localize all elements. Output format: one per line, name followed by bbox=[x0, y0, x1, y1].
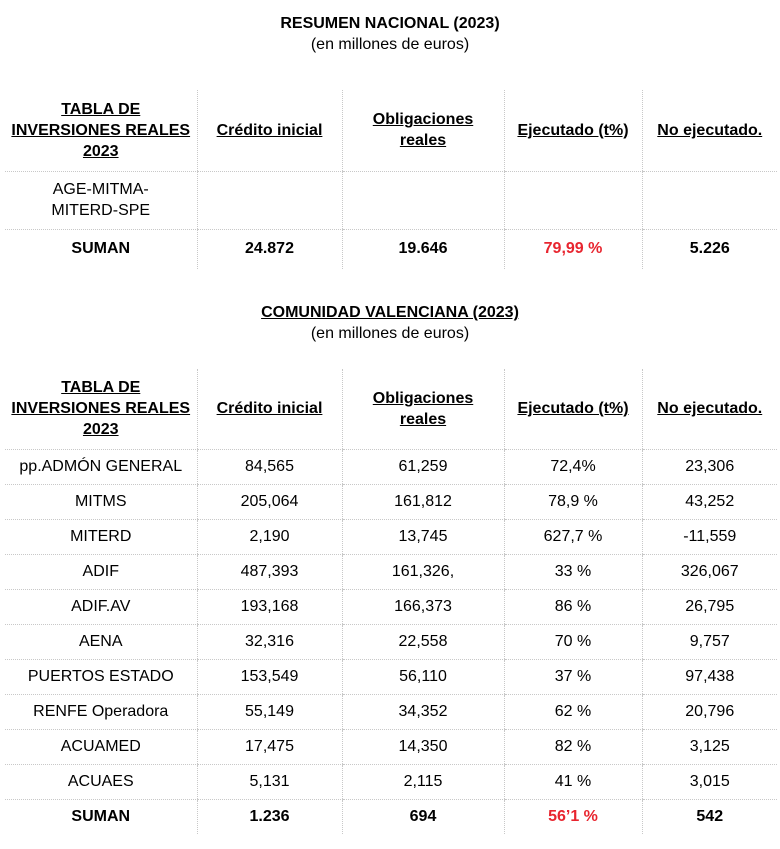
total-row bbox=[5, 229, 777, 269]
header-credito-inicial: Crédito inicial bbox=[197, 90, 342, 171]
table-row bbox=[5, 624, 777, 659]
row-label: MITERD bbox=[5, 519, 197, 554]
table-row bbox=[5, 589, 777, 624]
row-label: PUERTOS ESTADO bbox=[5, 659, 197, 694]
cell-credito: 5,131 bbox=[197, 764, 342, 799]
cell-credito: 193,168 bbox=[197, 589, 342, 624]
cell-credito: 17,475 bbox=[197, 729, 342, 764]
cell-no-ejecutado: 43,252 bbox=[642, 484, 777, 519]
cell-credito: 487,393 bbox=[197, 554, 342, 589]
cell-ejecutado: 41 % bbox=[504, 764, 642, 799]
cell-no-ejecutado: 3,125 bbox=[642, 729, 777, 764]
nacional-title: RESUMEN NACIONAL (2023) bbox=[280, 15, 500, 32]
total-obligaciones: 19.646 bbox=[342, 229, 504, 269]
cell-credito: 32,316 bbox=[197, 624, 342, 659]
cell-no-ejecutado: 9,757 bbox=[642, 624, 777, 659]
cell-obligaciones: 56,110 bbox=[342, 659, 504, 694]
table-row bbox=[5, 171, 777, 229]
cell-obligaciones: 34,352 bbox=[342, 694, 504, 729]
total-no-ejecutado: 5.226 bbox=[642, 229, 777, 269]
table-row bbox=[5, 764, 777, 799]
cell-ejecutado: 62 % bbox=[504, 694, 642, 729]
header-credito-inicial: Crédito inicial bbox=[197, 369, 342, 449]
header-obligaciones-reales: Obligaciones reales bbox=[342, 369, 504, 449]
cell-obligaciones: 161,812 bbox=[342, 484, 504, 519]
cell-no-ejecutado: 97,438 bbox=[642, 659, 777, 694]
cell-credito: 84,565 bbox=[197, 449, 342, 484]
cell-no-ejecutado: 23,306 bbox=[642, 449, 777, 484]
cell-no-ejecutado bbox=[642, 171, 777, 229]
cell-no-ejecutado: 20,796 bbox=[642, 694, 777, 729]
total-no-ejecutado: 542 bbox=[642, 799, 777, 834]
cell-no-ejecutado: 26,795 bbox=[642, 589, 777, 624]
cell-no-ejecutado: -11,559 bbox=[642, 519, 777, 554]
cell-obligaciones: 61,259 bbox=[342, 449, 504, 484]
cell-ejecutado: 86 % bbox=[504, 589, 642, 624]
valenciana-subtitle: (en millones de euros) bbox=[310, 325, 470, 342]
cell-ejecutado: 72,4% bbox=[504, 449, 642, 484]
total-credito: 24.872 bbox=[197, 229, 342, 269]
total-ejecutado: 79,99 % bbox=[504, 229, 642, 269]
cell-obligaciones bbox=[342, 171, 504, 229]
cell-no-ejecutado: 326,067 bbox=[642, 554, 777, 589]
row-label: AENA bbox=[5, 624, 197, 659]
header-ejecutado: Ejecutado (t%) bbox=[504, 90, 642, 171]
cell-obligaciones: 2,115 bbox=[342, 764, 504, 799]
cell-no-ejecutado: 3,015 bbox=[642, 764, 777, 799]
cell-obligaciones: 22,558 bbox=[342, 624, 504, 659]
row-label: ADIF bbox=[5, 554, 197, 589]
header-no-ejecutado: No ejecutado. bbox=[642, 90, 777, 171]
cell-credito: 205,064 bbox=[197, 484, 342, 519]
cell-ejecutado: 37 % bbox=[504, 659, 642, 694]
header-no-ejecutado: No ejecutado. bbox=[642, 369, 777, 449]
row-label: ADIF.AV bbox=[5, 589, 197, 624]
valenciana-table bbox=[5, 369, 777, 834]
cell-credito bbox=[197, 171, 342, 229]
header-obligaciones-reales: Obligaciones reales bbox=[342, 90, 504, 171]
cell-obligaciones: 166,373 bbox=[342, 589, 504, 624]
total-credito: 1.236 bbox=[197, 799, 342, 834]
table-row bbox=[5, 484, 777, 519]
table-row bbox=[5, 554, 777, 589]
table-row bbox=[5, 519, 777, 554]
row-label: AGE-MITMA-MITERD-SPE bbox=[5, 171, 197, 229]
header-tabla: TABLA DE INVERSIONES REALES 2023 bbox=[5, 90, 197, 171]
table-row bbox=[5, 449, 777, 484]
total-ejecutado: 56’1 % bbox=[504, 799, 642, 834]
header-tabla: TABLA DE INVERSIONES REALES 2023 bbox=[5, 369, 197, 449]
total-label: SUMAN bbox=[71, 240, 131, 258]
total-obligaciones: 694 bbox=[342, 799, 504, 834]
valenciana-title: COMUNIDAD VALENCIANA (2023) bbox=[261, 304, 519, 321]
cell-credito: 2,190 bbox=[197, 519, 342, 554]
cell-ejecutado bbox=[504, 171, 642, 229]
cell-obligaciones: 161,326, bbox=[342, 554, 504, 589]
cell-credito: 55,149 bbox=[197, 694, 342, 729]
row-label: ACUAMED bbox=[5, 729, 197, 764]
cell-ejecutado: 33 % bbox=[504, 554, 642, 589]
cell-obligaciones: 13,745 bbox=[342, 519, 504, 554]
cell-ejecutado: 82 % bbox=[504, 729, 642, 764]
row-label: pp.ADMÓN GENERAL bbox=[5, 449, 197, 484]
valenciana-heading bbox=[0, 302, 780, 344]
total-label: SUMAN bbox=[71, 807, 131, 825]
nacional-subtitle: (en millones de euros) bbox=[310, 36, 470, 53]
cell-ejecutado: 78,9 % bbox=[504, 484, 642, 519]
row-label: ACUAES bbox=[5, 764, 197, 799]
table-row bbox=[5, 729, 777, 764]
row-label: RENFE Operadora bbox=[5, 694, 197, 729]
cell-credito: 153,549 bbox=[197, 659, 342, 694]
table-row bbox=[5, 694, 777, 729]
row-label: MITMS bbox=[5, 484, 197, 519]
cell-ejecutado: 627,7 % bbox=[504, 519, 642, 554]
valenciana-header-row bbox=[5, 369, 777, 449]
cell-ejecutado: 70 % bbox=[504, 624, 642, 659]
nacional-heading bbox=[0, 13, 780, 55]
cell-obligaciones: 14,350 bbox=[342, 729, 504, 764]
total-row bbox=[5, 799, 777, 834]
table-row bbox=[5, 659, 777, 694]
nacional-table bbox=[5, 90, 777, 269]
header-ejecutado: Ejecutado (t%) bbox=[504, 369, 642, 449]
nacional-header-row bbox=[5, 90, 777, 171]
